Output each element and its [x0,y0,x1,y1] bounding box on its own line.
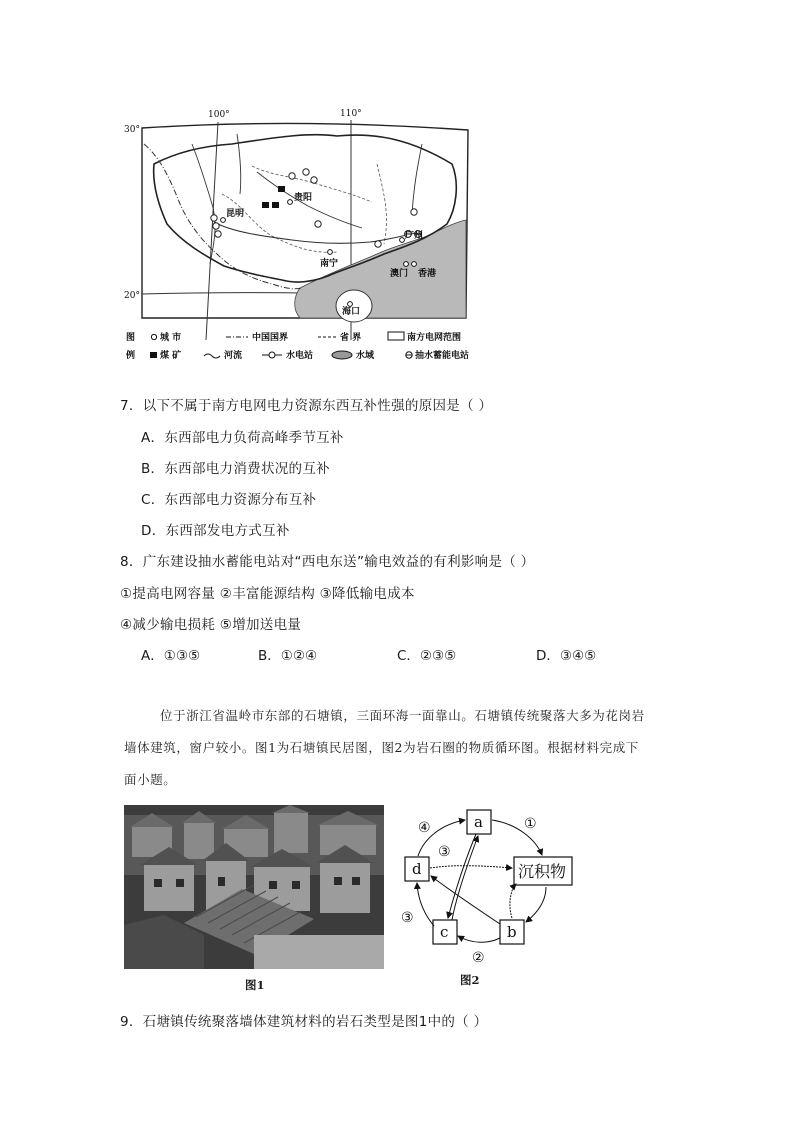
question-8-option-b[interactable]: B．①②④ [258,648,318,664]
arrow-c-to-d [417,883,434,926]
passage-line-3: 面小题。 [124,772,177,787]
legend-coal: 煤 矿 [160,351,182,361]
legend-province: 省 界 [340,333,362,343]
legend-water: 水域 [356,351,375,361]
lon-label-100: 100° [208,110,230,120]
box-sediment-label: 沉积物 [518,862,567,881]
process-2: ② [472,950,485,966]
city-label-hongkong: 香港 [418,269,437,279]
city-label-kunming: 昆明 [226,209,245,219]
process-3-outer: ③ [401,910,414,926]
question-8-statements-1: ①提高电网容量 ②丰富能源结构 ③降低输电成本 [120,586,415,602]
question-7-option-a[interactable]: A．东西部电力负荷高峰季节互补 [141,430,344,446]
city-label-haikou: 海口 [342,307,361,317]
lat-label-30: 30° [124,125,140,135]
box-a-label: a [474,813,483,831]
figure-2-rock-cycle [396,798,596,970]
legend-city-icon [151,334,156,339]
figure-2-caption: 图2 [460,973,480,987]
rock-cycle-svg [396,798,596,970]
arrow-c-to-a [452,836,478,920]
map-svg [122,104,474,368]
city-label-macau: 澳门 [390,269,409,279]
legend-coal-icon [150,352,157,358]
legend-hydro-icon [269,352,275,358]
city-label-nanning: 南宁 [320,259,339,269]
figure-1-caption: 图1 [245,978,265,992]
box-b-label: b [507,923,517,941]
legend-head-1: 图 [126,333,136,343]
legend-river-icon [204,354,220,358]
material-passage [124,700,674,796]
legend-river: 河流 [224,351,243,361]
lon-label-110: 110° [340,109,362,119]
question-8-option-c[interactable]: C．②③⑤ [397,648,457,664]
question-8-statements-2: ④减少输电损耗 ⑤增加送电量 [120,617,302,633]
legend-national-border: 中国国界 [252,333,289,343]
box-c-label: c [440,923,449,941]
power-grid-map [122,104,474,368]
legend-water-icon [332,351,352,359]
question-7-stem: 7．以下不属于南方电网电力资源东西互补性强的原因是（ ） [120,398,493,414]
question-8-option-d[interactable]: D．③④⑤ [536,648,597,664]
hainan-island [336,290,372,322]
legend-hydro: 水电站 [286,351,314,361]
figure-1-village-photo [124,805,384,969]
city-label-guiyang: 贵阳 [294,193,313,203]
passage-line-2: 墙体建筑，窗户较小。图1为石塘镇民居图，图2为岩石圈的物质循环图。根据材料完成下 [124,740,639,755]
arrow-b-to-c [458,936,500,942]
map-legend [126,331,469,361]
question-9-stem: 9．石塘镇传统聚落墙体建筑材料的岩石类型是图1中的（ ） [120,1014,488,1030]
arrow-b-to-sediment [510,884,516,918]
process-3-inner: ③ [438,844,451,860]
question-7-option-c[interactable]: C．东西部电力资源分布互补 [141,492,317,508]
question-8-options [141,644,641,664]
box-d-label: d [412,860,422,878]
arrow-d-to-sediment [430,866,512,868]
lat-label-20: 20° [124,291,140,301]
village-photo-svg [124,805,384,969]
question-8-option-a[interactable]: A．①③⑤ [141,648,201,664]
legend-grid: 南方电网范围 [407,333,462,343]
legend-city: 城 市 [160,333,182,343]
question-7-option-d[interactable]: D．东西部发电方式互补 [141,523,290,539]
arrow-b-to-d [431,876,500,924]
legend-grid-icon [388,332,404,340]
passage-line-1: 位于浙江省温岭市东部的石塘镇，三面环海一面靠山。石塘镇传统聚落大多为花岗岩 [160,708,645,723]
legend-head-2: 例 [126,351,136,361]
city-label-guangzhou: 广州 [405,231,424,241]
question-7-option-b[interactable]: B．东西部电力消费状况的互补 [141,461,330,477]
process-4: ④ [418,820,431,836]
process-1: ① [524,816,537,832]
question-8-stem: 8．广东建设抽水蓄能电站对“西电东送”输电效益的有利影响是（ ） [120,554,535,570]
legend-pumped: 抽水蓄能电站 [415,351,470,361]
arrow-sediment-to-b [526,887,546,922]
